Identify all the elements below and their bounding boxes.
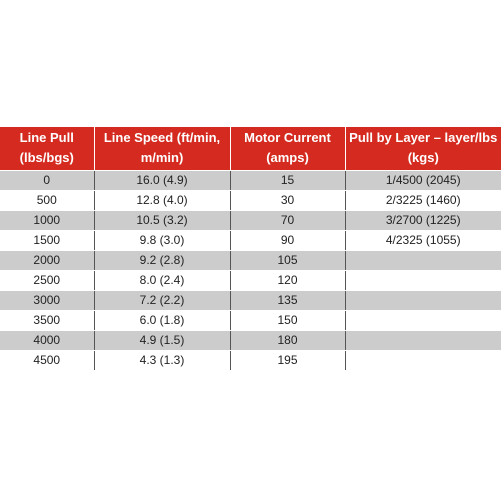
line-pull-cell: 1500 bbox=[0, 230, 94, 250]
table-row bbox=[0, 230, 501, 250]
motor-current-cell: 180 bbox=[230, 330, 345, 350]
header-pull-by-layer: Pull by Layer – layer/lbs (kgs) bbox=[345, 127, 501, 170]
motor-current-cell: 120 bbox=[230, 270, 345, 290]
line-speed-cell: 6.0 (1.8) bbox=[94, 310, 230, 330]
line-speed-cell: 10.5 (3.2) bbox=[94, 210, 230, 230]
pull-by-layer-cell bbox=[345, 350, 501, 370]
table-row bbox=[0, 250, 501, 270]
line-pull-cell: 500 bbox=[0, 190, 94, 210]
motor-current-cell: 135 bbox=[230, 290, 345, 310]
motor-current-cell: 195 bbox=[230, 350, 345, 370]
line-pull-cell: 3500 bbox=[0, 310, 94, 330]
motor-current-cell: 105 bbox=[230, 250, 345, 270]
motor-current-cell: 150 bbox=[230, 310, 345, 330]
line-speed-cell: 12.8 (4.0) bbox=[94, 190, 230, 210]
table-row bbox=[0, 210, 501, 230]
motor-current-cell: 30 bbox=[230, 190, 345, 210]
line-pull-cell: 4000 bbox=[0, 330, 94, 350]
pull-by-layer-cell: 2/3225 (1460) bbox=[345, 190, 501, 210]
line-speed-cell: 4.9 (1.5) bbox=[94, 330, 230, 350]
line-speed-cell: 4.3 (1.3) bbox=[94, 350, 230, 370]
line-pull-cell: 2000 bbox=[0, 250, 94, 270]
line-speed-cell: 16.0 (4.9) bbox=[94, 170, 230, 190]
line-pull-cell: 3000 bbox=[0, 290, 94, 310]
motor-current-cell: 15 bbox=[230, 170, 345, 190]
header-row bbox=[0, 127, 501, 170]
table-row bbox=[0, 310, 501, 330]
table-row bbox=[0, 290, 501, 310]
pull-by-layer-cell: 1/4500 (2045) bbox=[345, 170, 501, 190]
pull-by-layer-cell bbox=[345, 250, 501, 270]
winch-spec-table bbox=[0, 127, 501, 371]
line-speed-cell: 9.8 (3.0) bbox=[94, 230, 230, 250]
line-pull-cell: 2500 bbox=[0, 270, 94, 290]
table-header bbox=[0, 127, 501, 170]
pull-by-layer-cell bbox=[345, 330, 501, 350]
line-pull-cell: 4500 bbox=[0, 350, 94, 370]
motor-current-cell: 90 bbox=[230, 230, 345, 250]
line-speed-cell: 7.2 (2.2) bbox=[94, 290, 230, 310]
table-row bbox=[0, 330, 501, 350]
table-body bbox=[0, 170, 501, 370]
table-row bbox=[0, 270, 501, 290]
table-row bbox=[0, 350, 501, 370]
header-motor-current: Motor Current (amps) bbox=[230, 127, 345, 170]
header-line-speed: Line Speed (ft/min, m/min) bbox=[94, 127, 230, 170]
line-speed-cell: 9.2 (2.8) bbox=[94, 250, 230, 270]
header-line-pull: Line Pull (lbs/bgs) bbox=[0, 127, 94, 170]
table-row bbox=[0, 170, 501, 190]
line-pull-cell: 1000 bbox=[0, 210, 94, 230]
line-speed-cell: 8.0 (2.4) bbox=[94, 270, 230, 290]
motor-current-cell: 70 bbox=[230, 210, 345, 230]
line-pull-cell: 0 bbox=[0, 170, 94, 190]
pull-by-layer-cell bbox=[345, 270, 501, 290]
pull-by-layer-cell bbox=[345, 310, 501, 330]
table-row bbox=[0, 190, 501, 210]
pull-by-layer-cell bbox=[345, 290, 501, 310]
pull-by-layer-cell: 4/2325 (1055) bbox=[345, 230, 501, 250]
pull-by-layer-cell: 3/2700 (1225) bbox=[345, 210, 501, 230]
